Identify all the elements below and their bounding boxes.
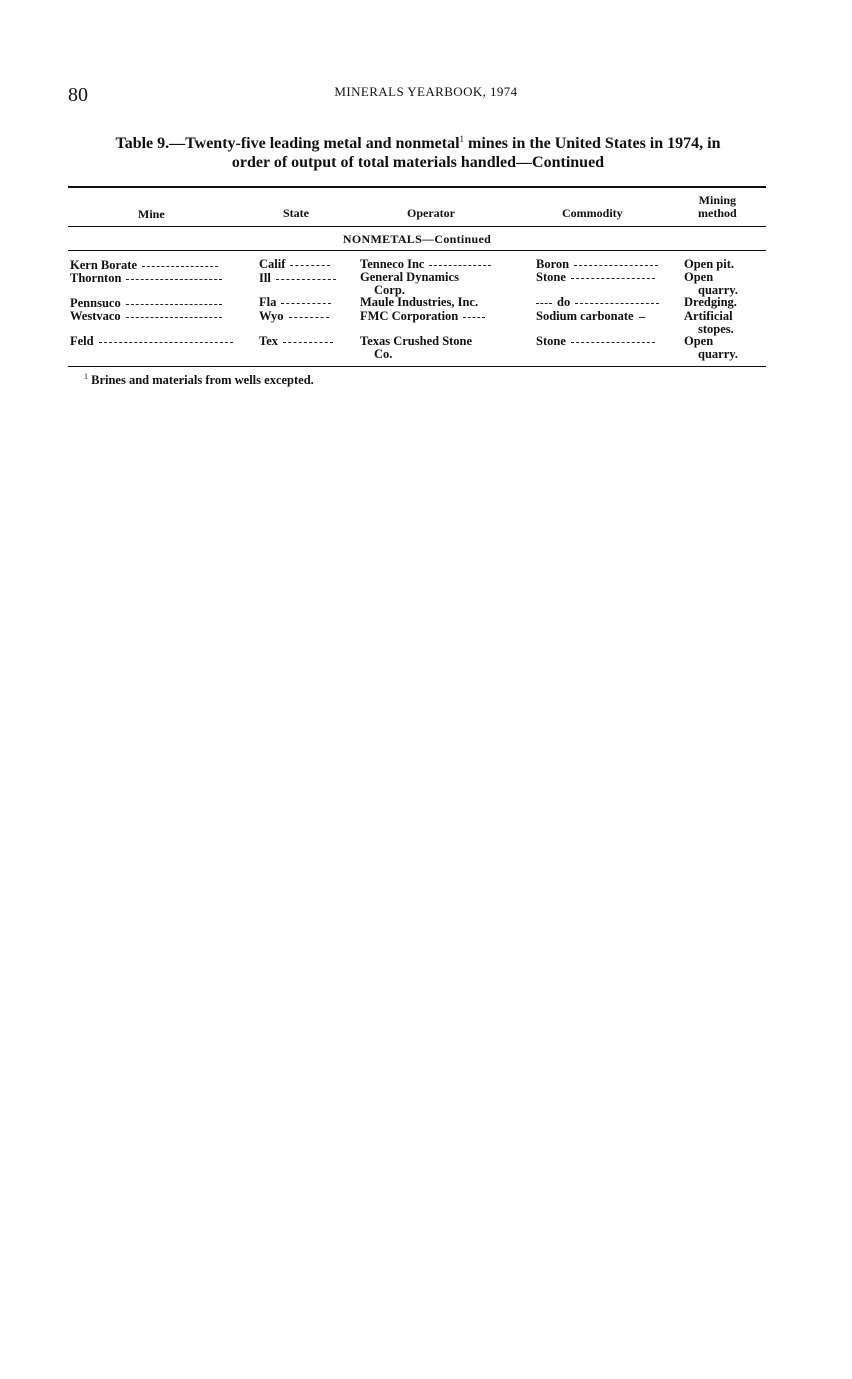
column-header-mine: Mine: [138, 207, 165, 221]
column-header-operator: Operator: [407, 206, 455, 220]
table-row-mine: [70, 310, 222, 323]
page-number: 80: [68, 84, 88, 106]
method-text: Open: [684, 334, 714, 348]
column-header-mining-method: [698, 194, 737, 220]
dot-leader: [639, 317, 645, 318]
table-row-state: [259, 310, 329, 323]
table-title: [68, 130, 768, 172]
dot-leader: [429, 265, 491, 266]
table-row-operator: [360, 258, 491, 271]
table-row-commodity: [536, 258, 658, 271]
column-header-method-line2: method: [698, 206, 737, 220]
operator-name: FMC Corporation: [360, 309, 459, 323]
dot-leader: [99, 342, 233, 343]
dot-leader: [571, 278, 655, 279]
state-name: Fla: [259, 295, 277, 309]
section-rule: [68, 250, 766, 251]
table-row-method: [684, 335, 738, 360]
operator-name-cont: Co.: [374, 346, 393, 361]
operator-name: Texas Crushed Stone: [360, 334, 473, 348]
footnote-mark: 1: [84, 372, 88, 381]
table-row-mine: [70, 335, 233, 348]
dot-leader: [276, 279, 336, 280]
table-footnote: [84, 372, 314, 388]
method-text: Open: [684, 270, 714, 284]
dot-leader: [126, 317, 222, 318]
table-top-rule: [68, 186, 766, 188]
operator-name-cont: Corp.: [374, 282, 405, 297]
commodity-name: do: [557, 295, 571, 309]
dot-leader: [463, 317, 485, 318]
mine-name: Pennsuco: [70, 296, 121, 310]
state-name: Tex: [259, 334, 278, 348]
table-row-method: Dredging.: [684, 295, 737, 309]
table-row-mine: [70, 259, 218, 272]
commodity-name: Stone: [536, 270, 566, 284]
dot-leader: [126, 279, 222, 280]
dot-leader: [574, 265, 658, 266]
state-name: Wyo: [259, 309, 284, 323]
table-row-method: [684, 271, 738, 296]
table-row-mine: [70, 272, 222, 285]
table-row-operator: [360, 271, 459, 296]
method-text-cont: quarry.: [698, 282, 738, 297]
dot-leader: [571, 342, 655, 343]
state-name: Calif: [259, 257, 286, 271]
commodity-name: Sodium carbonate: [536, 309, 634, 323]
table-title-part1: Table 9.—Twenty-five leading metal and nonmetal: [115, 135, 460, 152]
method-text: Artificial: [684, 309, 733, 323]
commodity-name: Stone: [536, 334, 566, 348]
table-row-method: Open pit.: [684, 257, 735, 271]
table-row-commodity: [536, 296, 659, 309]
title-footnote-mark: 1: [459, 134, 465, 144]
table-row-operator: [360, 335, 472, 360]
section-label: NONMETALS—Continued: [342, 232, 492, 246]
dot-leader: [126, 304, 222, 305]
table-row-state: [259, 272, 336, 285]
table-title-line2: order of output of total materials handled—Continued: [231, 154, 605, 171]
table-row-state: [259, 335, 333, 348]
table-row-operator: Maule Industries, Inc.: [360, 295, 479, 309]
mine-name: Feld: [70, 334, 94, 348]
column-header-commodity: Commodity: [562, 206, 623, 220]
dot-leader: [289, 317, 329, 318]
column-header-method-line1: Mining: [698, 193, 736, 207]
method-text-cont: stopes.: [698, 321, 734, 336]
mine-name: Kern Borate: [70, 258, 137, 272]
table-row-commodity: [536, 310, 645, 323]
dot-leader: [281, 303, 331, 304]
table-row-commodity: [536, 335, 655, 348]
table-row-mine: [70, 297, 222, 310]
mine-name: Westvaco: [70, 309, 121, 323]
state-name: Ill: [259, 271, 271, 285]
dot-leader: [536, 303, 552, 304]
table-bottom-rule: [68, 366, 766, 367]
dot-leader: [283, 342, 333, 343]
running-title: MINERALS YEARBOOK, 1974: [334, 84, 518, 99]
dot-leader: [290, 265, 330, 266]
table-title-part2: mines in the United States in 1974, in: [464, 135, 721, 152]
commodity-name: Boron: [536, 257, 570, 271]
mine-name: Thornton: [70, 271, 122, 285]
column-header-state: State: [283, 206, 309, 220]
table-row-method: [684, 310, 734, 335]
table-row-state: [259, 296, 331, 309]
dot-leader: [142, 266, 218, 267]
table-row-operator: [360, 310, 485, 323]
method-text-cont: quarry.: [698, 346, 738, 361]
operator-name: Tenneco Inc: [360, 257, 425, 271]
header-rule: [68, 226, 766, 227]
table-row-state: [259, 258, 330, 271]
footnote-text: Brines and materials from wells excepted.: [91, 373, 314, 387]
operator-name: General Dynamics: [360, 270, 459, 284]
table-row-commodity: [536, 271, 655, 284]
dot-leader: [575, 303, 659, 304]
